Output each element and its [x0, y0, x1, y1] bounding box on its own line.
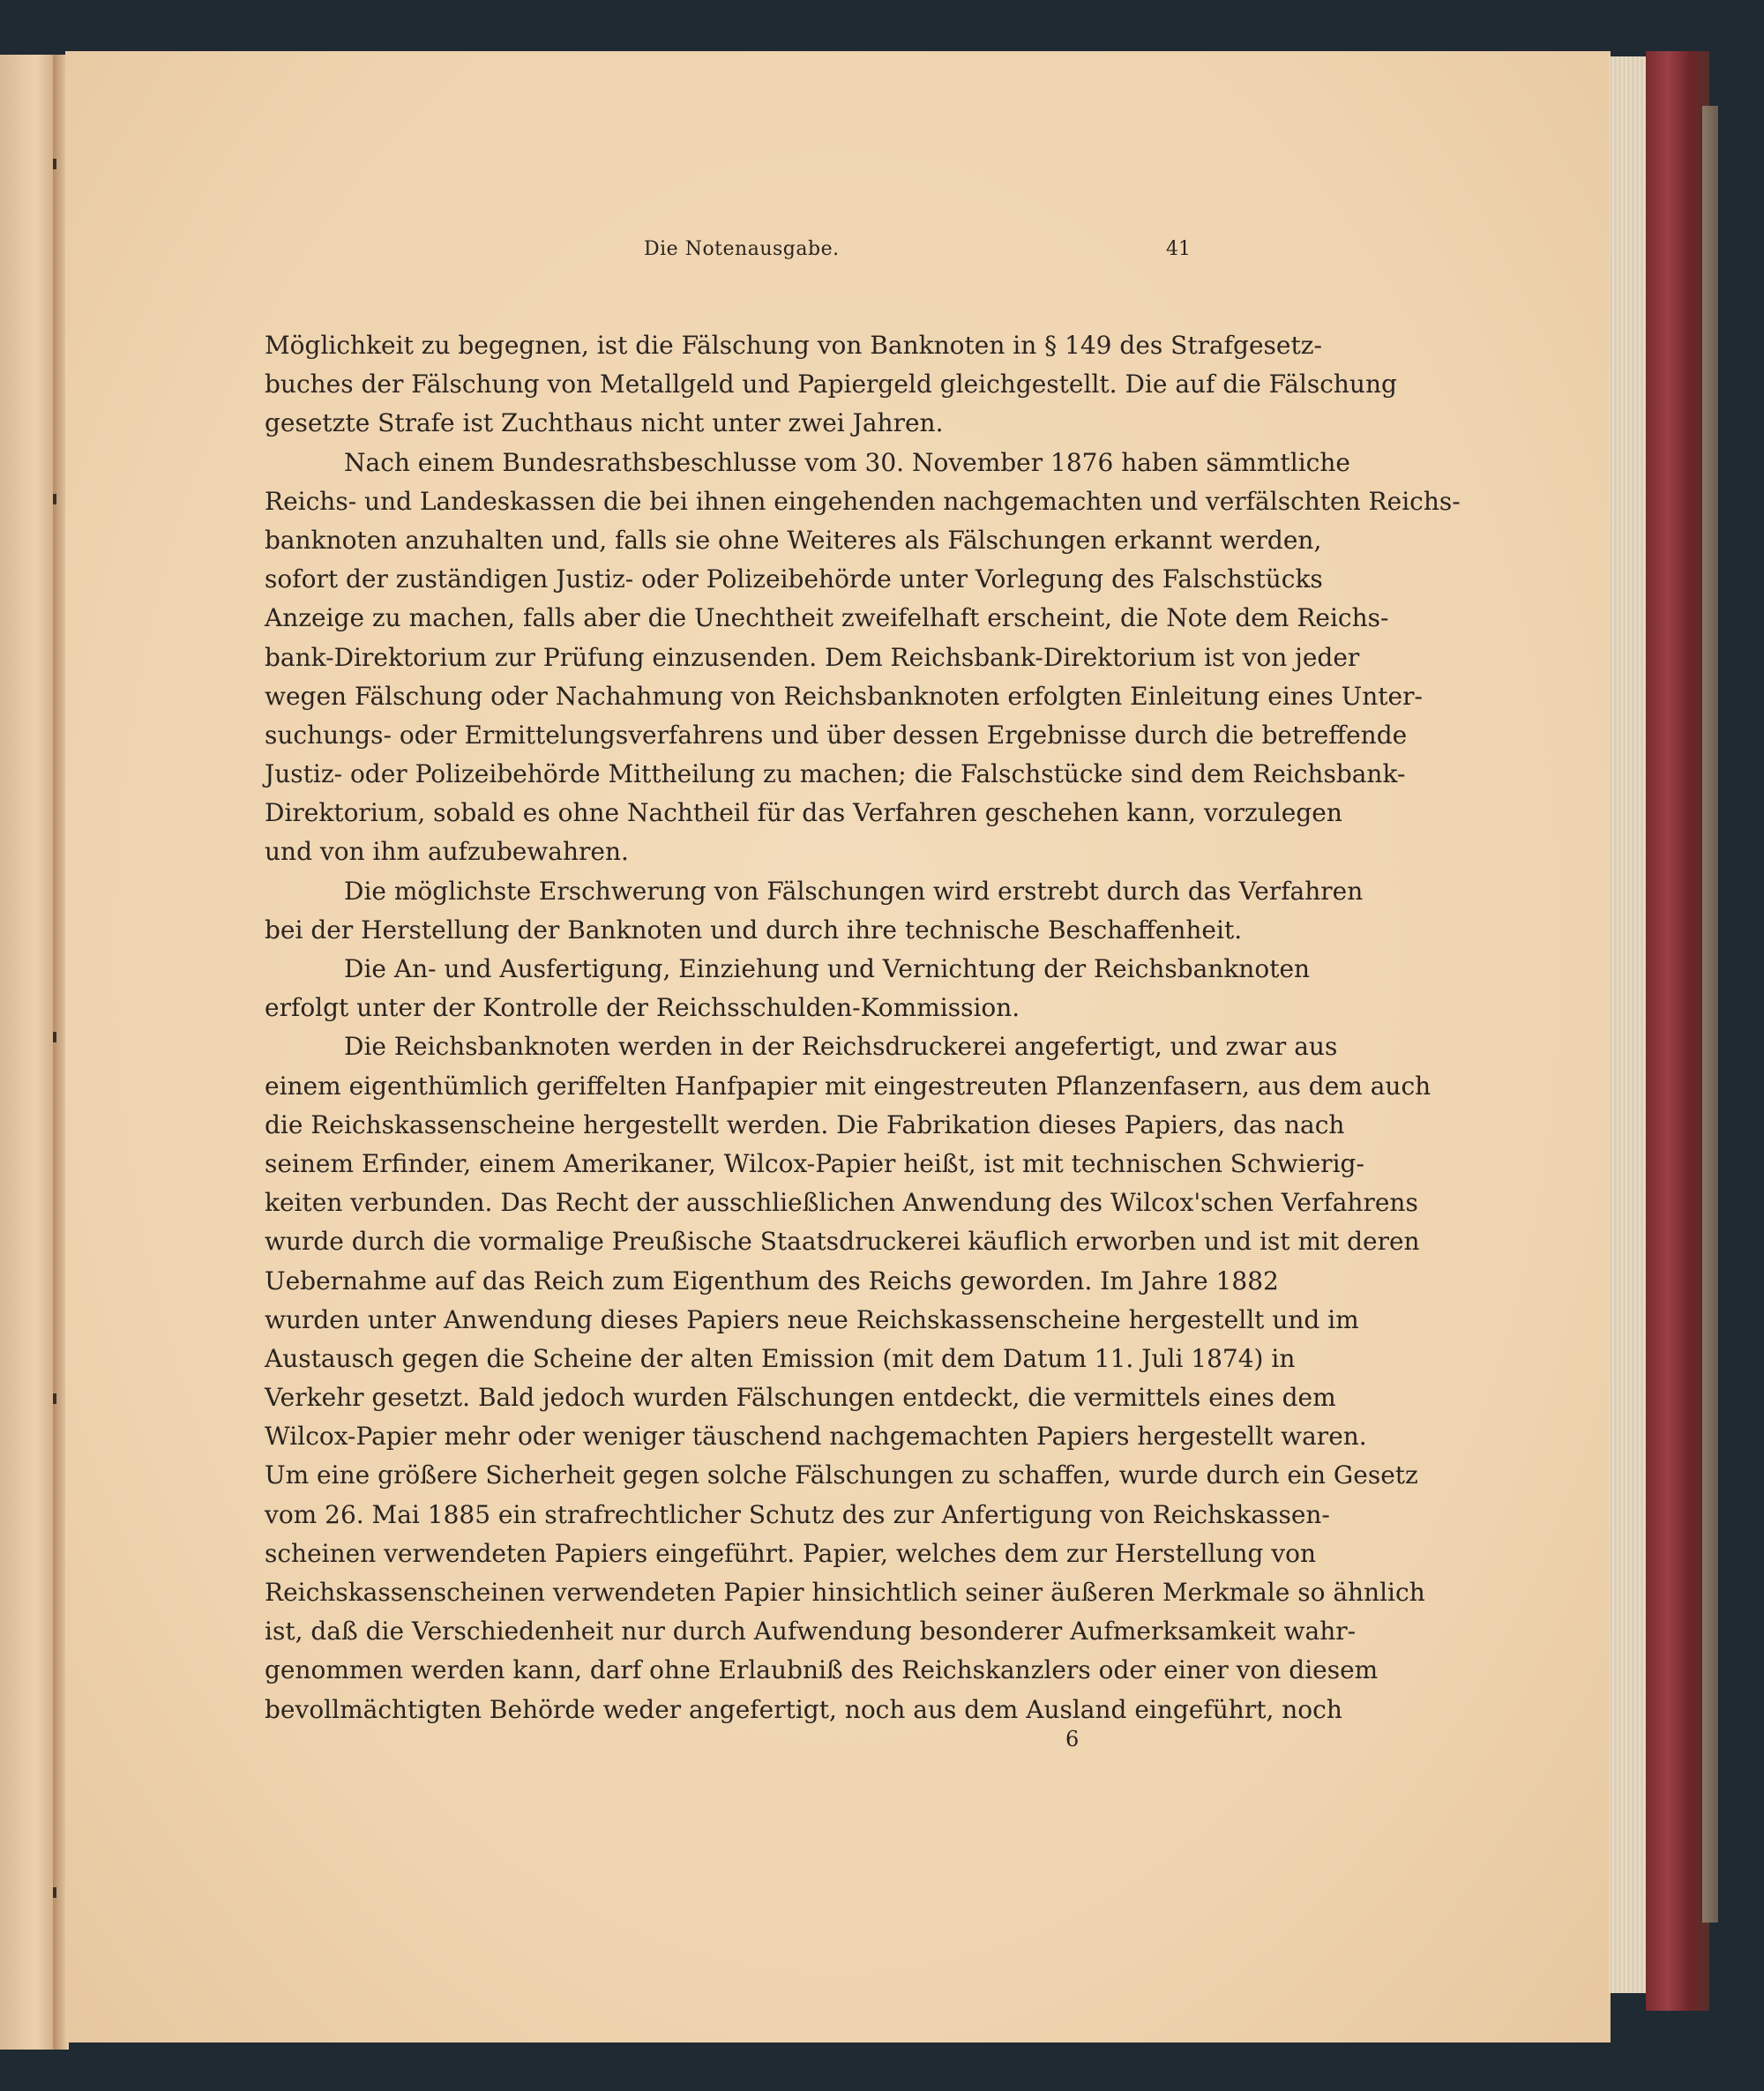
text-line: wurden unter Anwendung dieses Papiers neue Reichskassenscheine hergestellt und im [265, 1304, 1359, 1334]
text-line: die Reichskassenscheine hergestellt werden. Die Fabrikation dieses Papiers, das nach [265, 1109, 1345, 1139]
body-text [265, 326, 1461, 1729]
text-line: Die Reichsbanknoten werden in der Reichsdruckerei angefertigt, und zwar aus [344, 1032, 1338, 1062]
text-line: wurde durch die vormalige Preußische Staatsdruckerei käuflich erworben und ist mit deren [265, 1227, 1420, 1257]
text-line: seinem Erfinder, einem Amerikaner, Wilcox-Papier heißt, ist mit technischen Schwierig- [265, 1148, 1364, 1178]
text-line: bank-Direktorium zur Prüfung einzusenden. Dem Reichsbank-Direktorium ist von jeder [265, 642, 1360, 672]
text-line: gesetzte Strafe ist Zuchthaus nicht unter zwei Jahren. [265, 408, 944, 438]
page-header [265, 238, 1191, 273]
text-line: einem eigenthümlich geriffelten Hanfpapier mit eingestreuten Pflanzenfasern, aus dem auch [265, 1071, 1431, 1101]
text-line: banknoten anzuhalten und, falls sie ohne Weiteres als Fälschungen erkannt werden, [265, 525, 1322, 555]
margin-mark [53, 159, 56, 169]
text-line: vom 26. Mai 1885 ein strafrechtlicher Schutz des zur Anfertigung von Reichskassen- [265, 1499, 1330, 1529]
text-line: keiten verbunden. Das Recht der ausschließlichen Anwendung des Wilcox'schen Verfahrens [265, 1188, 1418, 1218]
text-line: Die möglichste Erschwerung von Fälschungen wird erstrebt durch das Verfahren [344, 876, 1364, 906]
book-cover-spine [1646, 51, 1709, 2011]
text-line: Wilcox-Papier mehr oder weniger täuschend nachgemachten Papiers hergestellt waren. [265, 1422, 1367, 1452]
text-line: Direktorium, sobald es ohne Nachtheil für das Verfahren geschehen kann, vorzulegen [265, 798, 1342, 828]
text-line: ist, daß die Verschiedenheit nur durch Aufwendung besonderer Aufmerksamkeit wahr- [265, 1617, 1357, 1647]
left-page-edge [0, 55, 60, 2050]
text-line: Reichskassenscheinen verwendeten Papier hinsichtlich seiner äußeren Merkmale so ähnlich [265, 1578, 1425, 1607]
signature-mark: 6 [1065, 1727, 1080, 1751]
text-line: Reichs- und Landeskassen die bei ihnen eingehenden nachgemachten und verfälschten Reichs- [265, 486, 1461, 516]
running-head: Die Notenausgabe. [644, 238, 840, 260]
text-line: und von ihm aufzubewahren. [265, 837, 629, 867]
cover-worn-edge [1702, 106, 1718, 1923]
text-line: Möglichkeit zu begegnen, ist die Fälschung von Banknoten in § 149 des Strafgesetz- [265, 331, 1322, 360]
text-line: Justiz- oder Polizeibehörde Mittheilung zu machen; die Falschstücke sind dem Reichsbank- [265, 759, 1406, 789]
text-line: suchungs- oder Ermittelungsverfahrens und über dessen Ergebnisse durch die betreffende [265, 720, 1408, 750]
page-number: 41 [1166, 238, 1191, 260]
margin-mark [53, 1393, 56, 1404]
margin-mark [53, 1887, 56, 1898]
text-line: bei der Herstellung der Banknoten und durch ihre technische Beschaffenheit. [265, 915, 1243, 945]
text-line: sofort der zuständigen Justiz- oder Polizeibehörde unter Vorlegung des Falschstücks [265, 564, 1323, 594]
text-line: erfolgt unter der Kontrolle der Reichsschulden-Kommission. [265, 993, 1020, 1023]
text-line: Austausch gegen die Scheine der alten Emission (mit dem Datum 11. Juli 1874) in [265, 1343, 1296, 1373]
text-line: Anzeige zu machen, falls aber die Unechtheit zweifelhaft erscheint, die Note dem Reichs- [265, 603, 1389, 633]
text-line: bevollmächtigten Behörde weder angefertigt, noch aus dem Ausland eingeführt, noch [265, 1694, 1342, 1724]
margin-mark [53, 1032, 56, 1042]
text-line: Um eine größere Sicherheit gegen solche Fälschungen zu schaffen, wurde durch ein Gesetz [265, 1460, 1418, 1490]
text-line: Nach einem Bundesrathsbeschlusse vom 30. November 1876 haben sämmtliche [344, 447, 1350, 477]
text-line: Die An- und Ausfertigung, Einziehung und Vernichtung der Reichsbanknoten [344, 954, 1311, 983]
text-line: scheinen verwendeten Papiers eingeführt. Papier, welches dem zur Herstellung von [265, 1538, 1317, 1568]
text-line: Verkehr gesetzt. Bald jedoch wurden Fälschungen entdeckt, die vermittels eines dem [265, 1383, 1336, 1413]
margin-mark [53, 494, 56, 504]
text-line: buches der Fälschung von Metallgeld und Papiergeld gleichgestellt. Die auf die Fälschung [265, 370, 1397, 400]
text-line: Uebernahme auf das Reich zum Eigenthum des Reichs geworden. Im Jahre 1882 [265, 1266, 1279, 1296]
text-line: genommen werden kann, darf ohne Erlaubniß des Reichskanzlers oder einer von diesem [265, 1655, 1379, 1685]
text-line: wegen Fälschung oder Nachahmung von Reichsbanknoten erfolgten Einleitung eines Unter- [265, 681, 1423, 711]
